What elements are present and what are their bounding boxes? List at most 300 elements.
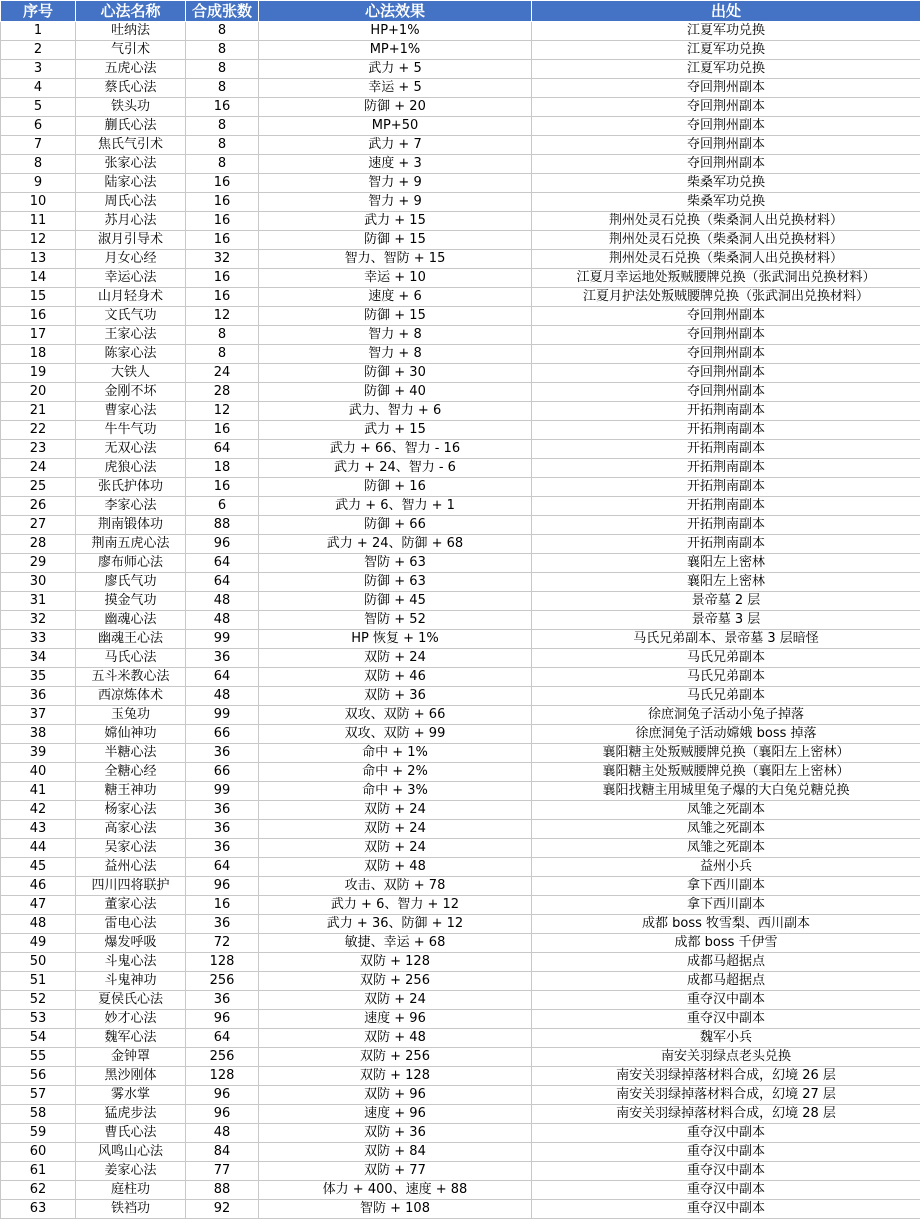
- cell-count: 8: [186, 326, 259, 345]
- cell-source: 益州小兵: [532, 858, 920, 877]
- cell-count: 32: [186, 250, 259, 269]
- cell-source: 江夏月幸运地处叛贼腰牌兑换（张武洞出兑换材料）: [532, 269, 920, 288]
- cell-source: 开拓荆南副本: [532, 478, 920, 497]
- cell-count: 128: [186, 953, 259, 972]
- cell-count: 12: [186, 307, 259, 326]
- table-row: [1, 155, 920, 174]
- cell-effect: 防御 + 15: [259, 231, 532, 250]
- cell-num: 59: [1, 1124, 76, 1143]
- cell-effect: 双防 + 48: [259, 858, 532, 877]
- cell-source: 马氏兄弟副本: [532, 668, 920, 687]
- cell-count: 48: [186, 687, 259, 706]
- table-row: [1, 345, 920, 364]
- cell-effect: 武力 + 66、智力 - 16: [259, 440, 532, 459]
- cell-count: 16: [186, 269, 259, 288]
- table-row: [1, 744, 920, 763]
- cell-effect: 防御 + 16: [259, 478, 532, 497]
- cell-count: 18: [186, 459, 259, 478]
- cell-num: 44: [1, 839, 76, 858]
- cell-name: 荆南锻体功: [76, 516, 186, 535]
- cell-effect: 武力 + 24、智力 - 6: [259, 459, 532, 478]
- cell-name: 爆发呼吸: [76, 934, 186, 953]
- cell-num: 42: [1, 801, 76, 820]
- cell-effect: 防御 + 63: [259, 573, 532, 592]
- cell-count: 16: [186, 421, 259, 440]
- cell-count: 24: [186, 364, 259, 383]
- cell-source: 南安关羽绿掉落材料合成，幻境 26 层: [532, 1067, 920, 1086]
- cell-effect: 幸运 + 5: [259, 79, 532, 98]
- table-row: [1, 991, 920, 1010]
- cell-effect: 武力 + 6、智力 + 1: [259, 497, 532, 516]
- cell-effect: 防御 + 20: [259, 98, 532, 117]
- table-row: [1, 402, 920, 421]
- cell-name: 廖布师心法: [76, 554, 186, 573]
- cell-num: 21: [1, 402, 76, 421]
- cell-num: 15: [1, 288, 76, 307]
- cell-name: 吴家心法: [76, 839, 186, 858]
- cell-count: 96: [186, 877, 259, 896]
- cell-name: 曹氏心法: [76, 1124, 186, 1143]
- cell-count: 66: [186, 725, 259, 744]
- table-row: [1, 801, 920, 820]
- cell-name: 嫦仙神功: [76, 725, 186, 744]
- cell-count: 28: [186, 383, 259, 402]
- cell-effect: 双防 + 128: [259, 1067, 532, 1086]
- table-row: [1, 1162, 920, 1181]
- cell-effect: 武力 + 15: [259, 421, 532, 440]
- cell-num: 32: [1, 611, 76, 630]
- cell-num: 25: [1, 478, 76, 497]
- cell-name: 黑沙刚体: [76, 1067, 186, 1086]
- cell-source: 荆州处灵石兑换（柴桑洞人出兑换材料）: [532, 212, 920, 231]
- cell-source: 荆州处灵石兑换（柴桑洞人出兑换材料）: [532, 231, 920, 250]
- cell-num: 4: [1, 79, 76, 98]
- table-row: [1, 22, 920, 41]
- table-row: [1, 1086, 920, 1105]
- table-row: [1, 1105, 920, 1124]
- cell-count: 36: [186, 820, 259, 839]
- table-row: [1, 212, 920, 231]
- cell-name: 姜家心法: [76, 1162, 186, 1181]
- table-body: [1, 22, 920, 1219]
- cell-effect: 双防 + 24: [259, 991, 532, 1010]
- cell-count: 36: [186, 801, 259, 820]
- table-row: [1, 364, 920, 383]
- cell-name: 荆南五虎心法: [76, 535, 186, 554]
- cell-effect: 武力、智力 + 6: [259, 402, 532, 421]
- header-effect: 心法效果: [259, 1, 532, 22]
- cell-source: 襄阳糖主处叛贼腰牌兑换（襄阳左上密林）: [532, 763, 920, 782]
- cell-count: 36: [186, 991, 259, 1010]
- cell-num: 7: [1, 136, 76, 155]
- cell-effect: 体力 + 400、速度 + 88: [259, 1181, 532, 1200]
- cell-source: 开拓荆南副本: [532, 421, 920, 440]
- cell-source: 夺回荆州副本: [532, 307, 920, 326]
- cell-num: 39: [1, 744, 76, 763]
- table-row: [1, 383, 920, 402]
- cell-name: 妙才心法: [76, 1010, 186, 1029]
- cell-name: 幽魂王心法: [76, 630, 186, 649]
- cell-effect: 双防 + 46: [259, 668, 532, 687]
- cell-num: 5: [1, 98, 76, 117]
- cell-count: 36: [186, 744, 259, 763]
- cell-num: 27: [1, 516, 76, 535]
- table-row: [1, 915, 920, 934]
- table-row: [1, 459, 920, 478]
- cell-num: 10: [1, 193, 76, 212]
- cell-name: 虎狼心法: [76, 459, 186, 478]
- cell-effect: 智力 + 8: [259, 326, 532, 345]
- cell-num: 48: [1, 915, 76, 934]
- table-row: [1, 231, 920, 250]
- cell-source: 南安关羽绿掉落材料合成，幻境 28 层: [532, 1105, 920, 1124]
- cell-count: 256: [186, 1048, 259, 1067]
- table-row: [1, 877, 920, 896]
- cell-count: 8: [186, 22, 259, 41]
- table-row: [1, 117, 920, 136]
- cell-count: 16: [186, 98, 259, 117]
- cell-name: 铁裆功: [76, 1200, 186, 1219]
- cell-name: 雷电心法: [76, 915, 186, 934]
- cell-count: 96: [186, 1086, 259, 1105]
- table-row: [1, 497, 920, 516]
- cell-num: 12: [1, 231, 76, 250]
- cell-effect: 双防 + 24: [259, 649, 532, 668]
- cell-effect: 防御 + 66: [259, 516, 532, 535]
- cell-num: 47: [1, 896, 76, 915]
- cell-num: 36: [1, 687, 76, 706]
- cell-name: 无双心法: [76, 440, 186, 459]
- cell-num: 1: [1, 22, 76, 41]
- table-row: [1, 421, 920, 440]
- cell-name: 杨家心法: [76, 801, 186, 820]
- cell-effect: HP 恢复 + 1%: [259, 630, 532, 649]
- cell-effect: 速度 + 6: [259, 288, 532, 307]
- cell-num: 45: [1, 858, 76, 877]
- cell-source: 重夺汉中副本: [532, 1124, 920, 1143]
- cell-name: 吐纳法: [76, 22, 186, 41]
- table-row: [1, 763, 920, 782]
- cell-count: 36: [186, 915, 259, 934]
- cell-name: 文氏气功: [76, 307, 186, 326]
- cell-num: 62: [1, 1181, 76, 1200]
- cell-count: 88: [186, 516, 259, 535]
- table-row: [1, 858, 920, 877]
- cell-effect: 双防 + 77: [259, 1162, 532, 1181]
- cell-source: 凤雏之死副本: [532, 839, 920, 858]
- cell-source: 马氏兄弟副本: [532, 649, 920, 668]
- cell-effect: 双攻、双防 + 99: [259, 725, 532, 744]
- cell-source: 拿下西川副本: [532, 896, 920, 915]
- table-row: [1, 934, 920, 953]
- cell-num: 50: [1, 953, 76, 972]
- cell-source: 襄阳左上密林: [532, 554, 920, 573]
- cell-count: 256: [186, 972, 259, 991]
- table-row: [1, 668, 920, 687]
- cell-effect: 双防 + 36: [259, 1124, 532, 1143]
- cell-source: 开拓荆南副本: [532, 535, 920, 554]
- cell-effect: HP+1%: [259, 22, 532, 41]
- cell-count: 12: [186, 402, 259, 421]
- cell-num: 29: [1, 554, 76, 573]
- cell-count: 48: [186, 592, 259, 611]
- cell-num: 61: [1, 1162, 76, 1181]
- cell-name: 幽魂心法: [76, 611, 186, 630]
- cell-effect: 命中 + 3%: [259, 782, 532, 801]
- cell-count: 84: [186, 1143, 259, 1162]
- table-row: [1, 269, 920, 288]
- table-row: [1, 98, 920, 117]
- table-row: [1, 611, 920, 630]
- cell-count: 16: [186, 174, 259, 193]
- header-count: 合成张数: [186, 1, 259, 22]
- cell-count: 99: [186, 630, 259, 649]
- cell-source: 重夺汉中副本: [532, 1143, 920, 1162]
- cell-name: 董家心法: [76, 896, 186, 915]
- header-num: 序号: [1, 1, 76, 22]
- cell-source: 重夺汉中副本: [532, 1162, 920, 1181]
- cell-num: 30: [1, 573, 76, 592]
- cell-effect: 速度 + 3: [259, 155, 532, 174]
- cell-effect: 武力 + 5: [259, 60, 532, 79]
- table-row: [1, 193, 920, 212]
- cell-num: 13: [1, 250, 76, 269]
- cell-name: 高家心法: [76, 820, 186, 839]
- cell-num: 19: [1, 364, 76, 383]
- table-row: [1, 1200, 920, 1219]
- cell-name: 山月轻身术: [76, 288, 186, 307]
- cell-count: 8: [186, 117, 259, 136]
- cell-num: 16: [1, 307, 76, 326]
- table-row: [1, 592, 920, 611]
- cell-source: 重夺汉中副本: [532, 1181, 920, 1200]
- cell-name: 夏侯氏心法: [76, 991, 186, 1010]
- cell-effect: 双防 + 84: [259, 1143, 532, 1162]
- cell-num: 46: [1, 877, 76, 896]
- cell-count: 16: [186, 896, 259, 915]
- cell-source: 开拓荆南副本: [532, 459, 920, 478]
- cell-name: 牛牛气功: [76, 421, 186, 440]
- cell-source: 襄阳左上密林: [532, 573, 920, 592]
- table-row: [1, 307, 920, 326]
- cell-source: 拿下西川副本: [532, 877, 920, 896]
- cell-count: 96: [186, 1010, 259, 1029]
- cell-name: 铁头功: [76, 98, 186, 117]
- cell-source: 夺回荆州副本: [532, 155, 920, 174]
- table-row: [1, 1181, 920, 1200]
- cell-source: 重夺汉中副本: [532, 1010, 920, 1029]
- cell-name: 金刚不坏: [76, 383, 186, 402]
- cell-effect: 双防 + 24: [259, 820, 532, 839]
- cell-effect: 双防 + 256: [259, 1048, 532, 1067]
- table-row: [1, 516, 920, 535]
- cell-effect: 双攻、双防 + 66: [259, 706, 532, 725]
- cell-count: 77: [186, 1162, 259, 1181]
- cell-count: 16: [186, 231, 259, 250]
- cell-name: 庭柱功: [76, 1181, 186, 1200]
- cell-num: 11: [1, 212, 76, 231]
- cell-num: 33: [1, 630, 76, 649]
- cell-source: 凤雏之死副本: [532, 801, 920, 820]
- table-row: [1, 79, 920, 98]
- cell-num: 20: [1, 383, 76, 402]
- cell-name: 李家心法: [76, 497, 186, 516]
- cell-count: 96: [186, 535, 259, 554]
- cell-source: 夺回荆州副本: [532, 98, 920, 117]
- cell-name: 玉兔功: [76, 706, 186, 725]
- cell-num: 3: [1, 60, 76, 79]
- cell-source: 成都 boss 牧雪梨、西川副本: [532, 915, 920, 934]
- cell-name: 猛虎步法: [76, 1105, 186, 1124]
- cell-source: 襄阳糖主处叛贼腰牌兑换（襄阳左上密林）: [532, 744, 920, 763]
- cell-num: 60: [1, 1143, 76, 1162]
- cell-name: 蒯氏心法: [76, 117, 186, 136]
- cell-count: 92: [186, 1200, 259, 1219]
- cell-source: 开拓荆南副本: [532, 440, 920, 459]
- cell-count: 48: [186, 1124, 259, 1143]
- table-row: [1, 706, 920, 725]
- cell-count: 64: [186, 1029, 259, 1048]
- cell-name: 半糖心法: [76, 744, 186, 763]
- cell-num: 22: [1, 421, 76, 440]
- cell-count: 16: [186, 212, 259, 231]
- table-row: [1, 953, 920, 972]
- cell-effect: 命中 + 2%: [259, 763, 532, 782]
- cell-num: 38: [1, 725, 76, 744]
- cell-name: 张氏护体功: [76, 478, 186, 497]
- cell-source: 夺回荆州副本: [532, 136, 920, 155]
- cell-name: 四川四将联护: [76, 877, 186, 896]
- table-row: [1, 1124, 920, 1143]
- cell-effect: 智力 + 9: [259, 174, 532, 193]
- table-row: [1, 839, 920, 858]
- cell-effect: MP+50: [259, 117, 532, 136]
- header-source: 出处: [532, 1, 920, 22]
- cell-num: 18: [1, 345, 76, 364]
- table-row: [1, 1143, 920, 1162]
- cell-count: 64: [186, 440, 259, 459]
- table-row: [1, 41, 920, 60]
- cell-name: 西凉炼体术: [76, 687, 186, 706]
- cell-name: 风鸣山心法: [76, 1143, 186, 1162]
- cell-source: 夺回荆州副本: [532, 117, 920, 136]
- table-row: [1, 725, 920, 744]
- cell-effect: 武力 + 36、防御 + 12: [259, 915, 532, 934]
- cell-name: 周氏心法: [76, 193, 186, 212]
- table-row: [1, 250, 920, 269]
- cell-source: 魏军小兵: [532, 1029, 920, 1048]
- cell-count: 66: [186, 763, 259, 782]
- cell-effect: 双防 + 36: [259, 687, 532, 706]
- cell-name: 张家心法: [76, 155, 186, 174]
- cell-source: 开拓荆南副本: [532, 516, 920, 535]
- cell-count: 8: [186, 155, 259, 174]
- table-row: [1, 1067, 920, 1086]
- cell-name: 曹家心法: [76, 402, 186, 421]
- table-row: [1, 478, 920, 497]
- cell-name: 马氏心法: [76, 649, 186, 668]
- cell-effect: 敏捷、幸运 + 68: [259, 934, 532, 953]
- cell-source: 南安关羽绿点老头兑换: [532, 1048, 920, 1067]
- cell-num: 55: [1, 1048, 76, 1067]
- table-row: [1, 630, 920, 649]
- cell-count: 8: [186, 79, 259, 98]
- cell-num: 58: [1, 1105, 76, 1124]
- cell-name: 糖王神功: [76, 782, 186, 801]
- cell-effect: 双防 + 96: [259, 1086, 532, 1105]
- cell-num: 43: [1, 820, 76, 839]
- cell-name: 气引术: [76, 41, 186, 60]
- cell-source: 徐庶洞兔子活动小兔子掉落: [532, 706, 920, 725]
- cell-num: 17: [1, 326, 76, 345]
- table-row: [1, 972, 920, 991]
- cell-source: 夺回荆州副本: [532, 345, 920, 364]
- cell-count: 8: [186, 345, 259, 364]
- cell-name: 五斗米教心法: [76, 668, 186, 687]
- cell-name: 摸金气功: [76, 592, 186, 611]
- cell-effect: 双防 + 48: [259, 1029, 532, 1048]
- cell-count: 8: [186, 136, 259, 155]
- table-row: [1, 1029, 920, 1048]
- cell-effect: 防御 + 15: [259, 307, 532, 326]
- table-row: [1, 326, 920, 345]
- cell-count: 64: [186, 554, 259, 573]
- cell-name: 五虎心法: [76, 60, 186, 79]
- table-row: [1, 1010, 920, 1029]
- cell-num: 54: [1, 1029, 76, 1048]
- cell-name: 全糖心经: [76, 763, 186, 782]
- cell-count: 8: [186, 60, 259, 79]
- cell-source: 成都 boss 千伊雪: [532, 934, 920, 953]
- cell-num: 40: [1, 763, 76, 782]
- cell-source: 夺回荆州副本: [532, 364, 920, 383]
- cell-source: 柴桑军功兑换: [532, 193, 920, 212]
- cell-name: 大铁人: [76, 364, 186, 383]
- cell-effect: 武力 + 6、智力 + 12: [259, 896, 532, 915]
- table-row: [1, 440, 920, 459]
- cell-count: 16: [186, 478, 259, 497]
- cell-effect: 智力 + 9: [259, 193, 532, 212]
- cell-source: 开拓荆南副本: [532, 497, 920, 516]
- cell-source: 江夏月护法处叛贼腰牌兑换（张武洞出兑换材料）: [532, 288, 920, 307]
- header-name: 心法名称: [76, 1, 186, 22]
- cell-name: 金钟罩: [76, 1048, 186, 1067]
- table-row: [1, 60, 920, 79]
- table-row: [1, 649, 920, 668]
- cell-effect: 速度 + 96: [259, 1010, 532, 1029]
- cell-count: 88: [186, 1181, 259, 1200]
- cell-name: 月女心经: [76, 250, 186, 269]
- cell-effect: 智防 + 108: [259, 1200, 532, 1219]
- cell-source: 成都马超据点: [532, 972, 920, 991]
- table-row: [1, 782, 920, 801]
- cell-name: 廖氏气功: [76, 573, 186, 592]
- cell-source: 南安关羽绿掉落材料合成，幻境 27 层: [532, 1086, 920, 1105]
- cell-source: 江夏军功兑换: [532, 22, 920, 41]
- cell-effect: 双防 + 128: [259, 953, 532, 972]
- cell-source: 凤雏之死副本: [532, 820, 920, 839]
- cell-num: 49: [1, 934, 76, 953]
- cell-source: 重夺汉中副本: [532, 991, 920, 1010]
- cell-effect: 幸运 + 10: [259, 269, 532, 288]
- cell-num: 34: [1, 649, 76, 668]
- cell-num: 35: [1, 668, 76, 687]
- cell-name: 焦氏气引术: [76, 136, 186, 155]
- cell-source: 夺回荆州副本: [532, 326, 920, 345]
- cell-source: 马氏兄弟副本、景帝墓 3 层暗怪: [532, 630, 920, 649]
- cell-effect: 双防 + 256: [259, 972, 532, 991]
- cell-source: 襄阳找糖主用城里兔子爆的大白兔兑糖兑换: [532, 782, 920, 801]
